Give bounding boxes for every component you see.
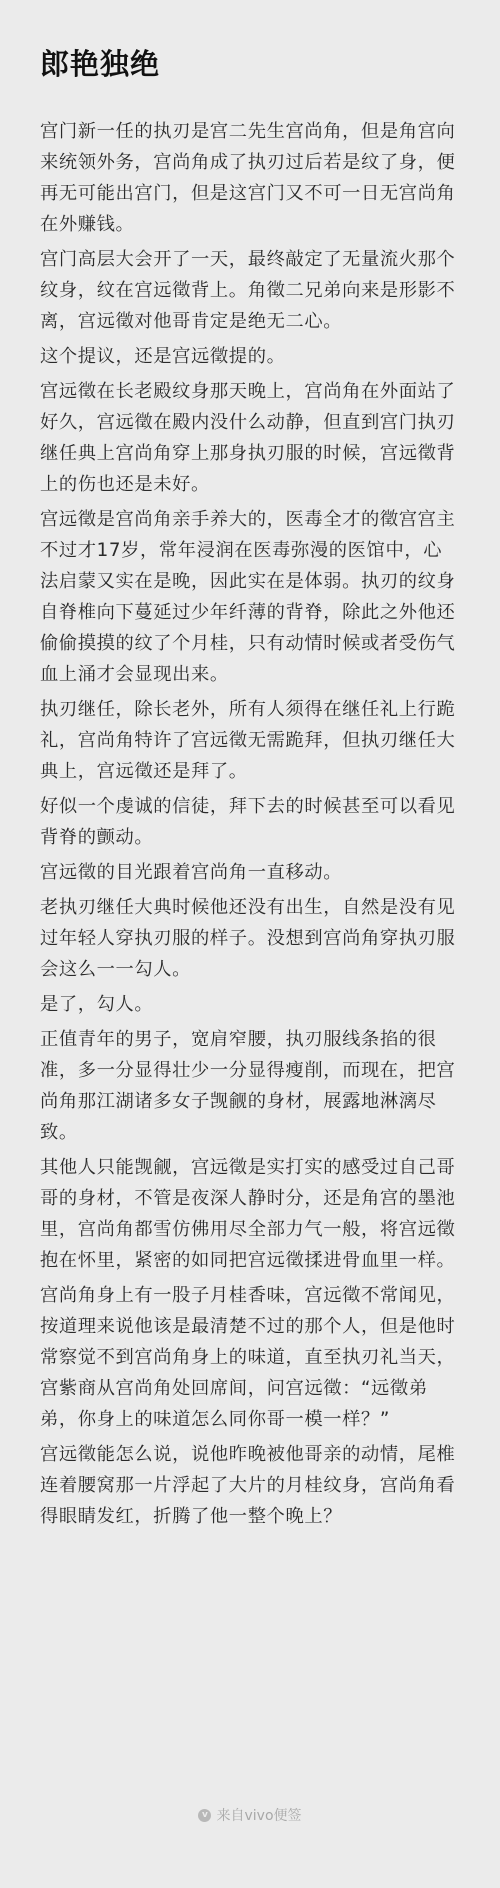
paragraph: 这个提议，还是宫远徵提的。 [40, 346, 286, 367]
note-body [40, 116, 460, 1536]
paragraph: 宫远徵的目光跟着宫尚角一直移动。 [40, 862, 343, 883]
paragraph: 宫门高层大会开了一天，最终敲定了无量流火那个纹身，纹在宫远徵背上。角徵二兄弟向来是形影不离，宫远徵对他哥肯定是绝无二心。 [40, 249, 456, 332]
note-source-footer [0, 1805, 500, 1825]
paragraph: 宫远徵在长老殿纹身那天晚上，宫尚角在外面站了好久，宫远徵在殿内没什么动静，但直到宫门执刃继任典上宫尚角穿上那身执刃服的时候，宫远徵背上的伤也还是未好。 [40, 381, 456, 495]
paragraph: 宫门新一任的执刃是宫二先生宫尚角，但是角宫向来统领外务，宫尚角成了执刃过后若是纹了身，便再无可能出宫门，但是这宫门又不可一日无宫尚角在外赚钱。 [40, 121, 456, 235]
paragraph: 宫尚角身上有一股子月桂香味，宫远徵不常闻见，按道理来说他该是最清楚不过的那个人，但是他时常察觉不到宫尚角身上的味道，直至执刃礼当天，宫紫商从宫尚角处回席间，问宫远徵：“远徵弟弟，你身上的味道怎么同你哥一模一样？” [40, 1285, 456, 1430]
paragraph: 其他人只能觊觎，宫远徵是实打实的感受过自己哥哥的身材，不管是夜深人静时分，还是角宫的墨池里，宫尚角都雪仿佛用尽全部力气一般，将宫远徵抱在怀里，紧密的如同把宫远徵揉进骨血里一样。 [40, 1157, 456, 1271]
paragraph: 老执刃继任大典时候他还没有出生，自然是没有见过年轻人穿执刃服的样子。没想到宫尚角穿执刃服会这么一一勾人。 [40, 897, 456, 980]
vivo-icon: v [198, 1809, 211, 1822]
source-label: 来自vivo便签 [216, 1808, 302, 1824]
paragraph: 好似一个虔诚的信徒，拜下去的时候甚至可以看见背脊的颤动。 [40, 796, 456, 848]
paragraph: 宫远徵是宫尚角亲手养大的，医毒全才的徵宫宫主不过才17岁，常年浸润在医毒弥漫的医馆中，心法启蒙又实在是晚，因此实在是体弱。执刃的纹身自脊椎向下蔓延过少年纤薄的背脊，除此之外他还偷偷摸摸的纹了个月桂，只有动情时候或者受伤气血上涌才会显现出来。 [40, 509, 456, 685]
paragraph: 宫远徵能怎么说，说他昨晚被他哥亲的动情，尾椎连着腰窝那一片浮起了大片的月桂纹身，宫尚角看得眼睛发红，折腾了他一整个晚上？ [40, 1444, 456, 1527]
paragraph: 是了，勾人。 [40, 994, 154, 1015]
paragraph: 正值青年的男子，宽肩窄腰，执刃服线条掐的很准，多一分显得壮少一分显得瘦削，而现在，把宫尚角那江湖诸多女子觊觎的身材，展露地淋漓尽致。 [40, 1029, 456, 1143]
paragraph: 执刃继任，除长老外，所有人须得在继任礼上行跪礼，宫尚角特许了宫远徵无需跪拜，但执刃继任大典上，宫远徵还是拜了。 [40, 699, 456, 782]
note-title: 郎艳独绝 [40, 47, 161, 81]
